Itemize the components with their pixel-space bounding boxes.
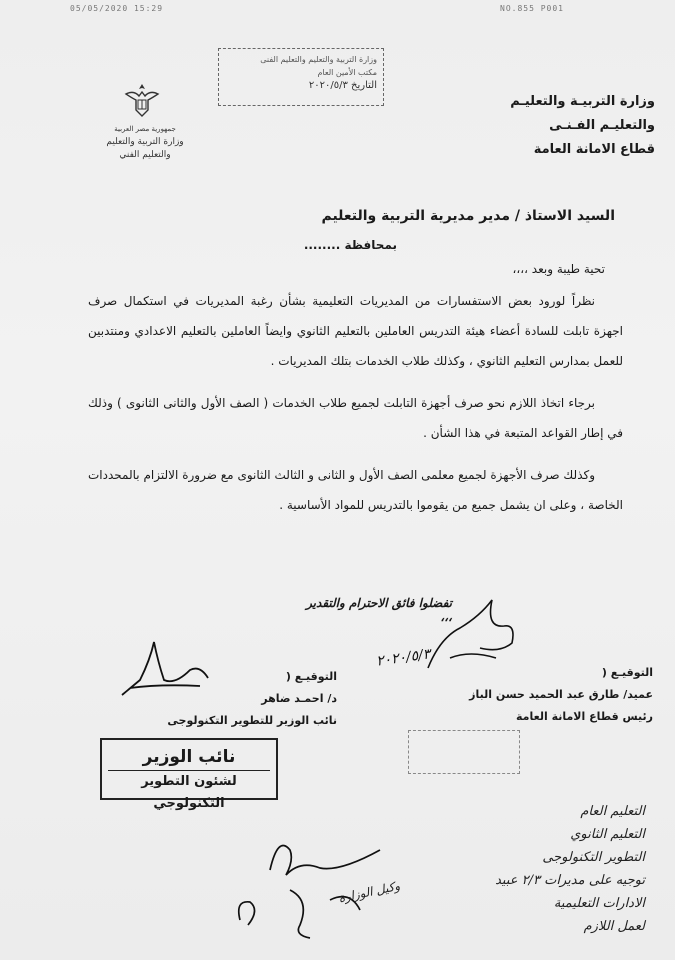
signature-label-right: التوقيـع ( xyxy=(601,666,653,679)
body-paragraph-2: برجاء اتخاذ اللازم نحو صرف أجهزة التابلت لجميع طلاب الخدمات ( الصف الأول والثانى الثانوى ) وذلك في إطار القواعد المتبعة في هذا الشأن . xyxy=(88,396,623,440)
addressee: السيد الاستاذ / مدير مديرية التربية والتعليم xyxy=(321,208,615,224)
handwritten-note-1: التعليم العام xyxy=(580,804,645,819)
handwritten-note-4: توجيه على مديرات ٢/٣ عبيد xyxy=(495,873,645,888)
signatory-title-right: رئيس قطاع الامانة العامة xyxy=(516,710,653,723)
signatory-name-left: د/ احمـد ضاهر xyxy=(261,692,337,705)
faint-stamp xyxy=(408,730,520,774)
deputy-stamp-line-2: لشئون التطوير التكنولوجي xyxy=(108,770,270,815)
signature-scribble-deputy xyxy=(120,640,210,700)
header-line-1: وزارة التربيـة والتعليـم xyxy=(510,94,655,109)
received-stamp xyxy=(218,48,384,106)
handwritten-note-3: التطوير التكنولوجى xyxy=(542,850,645,865)
received-stamp-date: ٢٠٢٠/٥/٣ xyxy=(308,80,348,91)
governorate-line: بمحافظة ........ xyxy=(303,238,397,252)
signature-scribble-secretariat xyxy=(420,598,520,673)
signature-label-left: التوقيـع ( xyxy=(285,670,337,683)
signatory-title-left: نائب الوزير للتطوير التكنولوجى xyxy=(167,714,337,727)
eagle-emblem-icon xyxy=(122,80,162,120)
body-paragraph-1: نظراً لورود بعض الاستفسارات من المديريات التعليمية بشأن رغبة المديريات في استكمال صرف اجهزة تابلت للسادة أعضاء هيئة التدريس العاملين بالتعليم الثانوي وايضاً العاملين بالتعليم الاعدادي ومنتدبين للعمل بمدارس التعليم الثانوي ، وكذلك طلاب الخدمات بتلك المديريات . xyxy=(88,294,623,368)
emblem-caption-line-2: وزارة التربية والتعليم xyxy=(106,137,184,147)
emblem-caption-line-1: جمهورية مصر العربية xyxy=(114,125,176,133)
handwritten-signature-date: ٢٠٢٠/٥/٣ xyxy=(375,646,432,670)
fax-page-number: NO.855 P001 xyxy=(500,4,564,13)
emblem-caption-line-3: والتعليم الفني xyxy=(119,150,171,160)
received-stamp-date-label: التاريخ xyxy=(351,80,377,91)
emblem-caption xyxy=(100,123,190,162)
closing-salutation: تفضلوا فائق الاحترام والتقدير ،،، xyxy=(306,596,452,624)
handwritten-routing-notes xyxy=(475,800,645,938)
greeting: تحية طيبة وبعد ،،،، xyxy=(512,262,605,276)
handwritten-note-6: لعمل اللازم xyxy=(583,919,645,934)
received-stamp-ministry: وزارة التربية والتعليم والتعليم الفنى xyxy=(260,55,377,64)
deputy-minister-stamp xyxy=(100,738,278,811)
header-line-2: والتعليـم الفـنـى xyxy=(549,118,655,133)
deputy-stamp-line-1: نائب الوزير xyxy=(142,747,236,767)
header-line-3: قطاع الامانة العامة xyxy=(533,142,655,157)
received-stamp-office: مكتب الأمين العام xyxy=(317,68,377,77)
ministry-header xyxy=(425,90,655,162)
handwritten-undersecretary-label: وكيل الوزارة xyxy=(337,878,402,906)
body-paragraph-3: وكذلك صرف الأجهزة لجميع معلمى الصف الأول و الثانى و الثالث الثانوى مع ضرورة الالتزام بالمحددات الخاصة ، وعلى ان يشمل جميع من يقوموا بالتدريس للمواد الأساسية . xyxy=(88,468,623,512)
fax-timestamp: 05/05/2020 15:29 xyxy=(70,4,164,13)
signatory-name-right: عميد/ طارق عبد الحميد حسن الباز xyxy=(469,688,653,701)
received-stamp-date-row xyxy=(225,79,377,92)
letter-body xyxy=(88,286,623,532)
handwritten-note-5: الادارات التعليمية xyxy=(553,896,645,911)
handwritten-note-2: التعليم الثانوي xyxy=(570,827,645,842)
